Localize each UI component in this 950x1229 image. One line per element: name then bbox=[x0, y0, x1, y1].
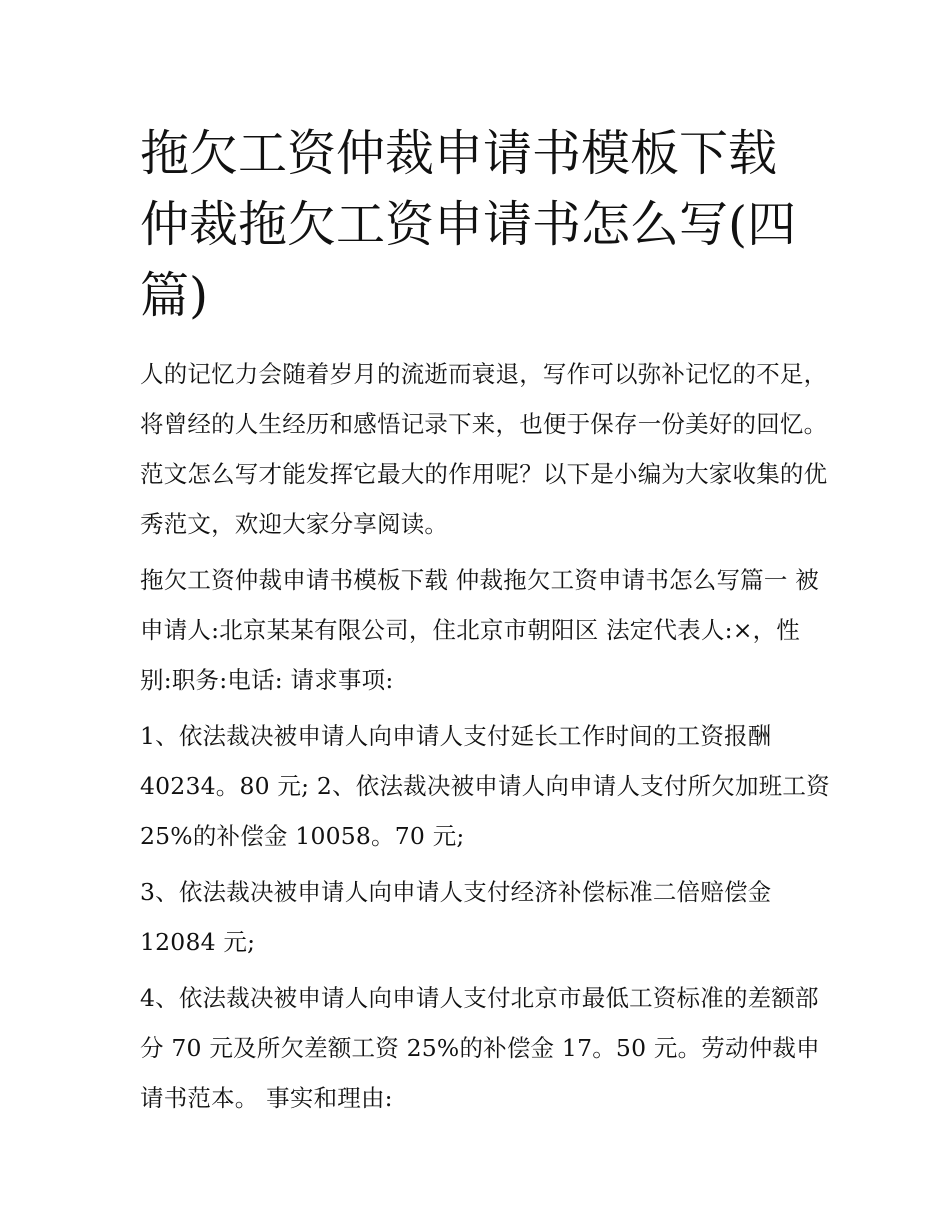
request-item-4: 4、依法裁决被申请人向申请人支付北京市最低工资标准的差额部分 70 元及所欠差额工资 25%的补偿金 17。50 元。劳动仲裁申请书范本。 事实和理由: bbox=[140, 984, 820, 1112]
intro-paragraph: 人的记忆力会随着岁月的流逝而衰退，写作可以弥补记忆的不足，将曾经的人生经历和感悟记录下来，也便于保存一份美好的回忆。范文怎么写才能发挥它最大的作用呢？以下是小编为大家收集的优秀范文，欢迎大家分享阅读。 bbox=[140, 360, 828, 538]
section-one-paragraph: 拖欠工资仲裁申请书模板下载 仲裁拖欠工资申请书怎么写篇一 被申请人:北京某某有限公司，住北京市朝阳区 法定代表人:×，性别:职务:电话: 请求事项: bbox=[140, 566, 819, 694]
request-item-1-2: 1、依法裁决被申请人向申请人支付延长工作时间的工资报酬40234。80 元; 2、依法裁决被申请人向申请人支付所欠加班工资 25%的补偿金 10058。70 元; bbox=[140, 722, 830, 850]
document-page bbox=[140, 118, 830, 1129]
request-item-3: 3、依法裁决被申请人向申请人支付经济补偿标准二倍赔偿金12084 元; bbox=[140, 878, 772, 956]
document-title: 拖欠工资仲裁申请书模板下载 仲裁拖欠工资申请书怎么写(四篇) bbox=[140, 125, 797, 324]
